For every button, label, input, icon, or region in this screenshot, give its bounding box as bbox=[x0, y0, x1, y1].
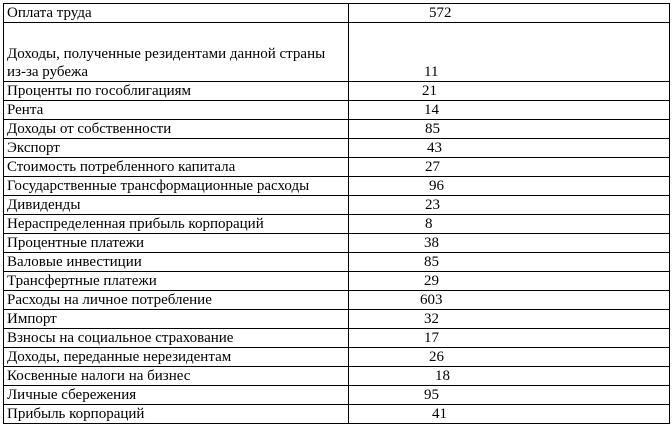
table-row bbox=[4, 23, 670, 64]
row-value: 26 bbox=[349, 348, 670, 367]
row-value: 23 bbox=[349, 196, 670, 215]
row-label: Процентные платежи bbox=[4, 234, 349, 253]
row-label: Личные сбережения bbox=[4, 386, 349, 405]
row-label: Доходы от собственности bbox=[4, 120, 349, 139]
row-label: Расходы на личное потребление bbox=[4, 291, 349, 310]
table-row bbox=[4, 348, 670, 367]
row-value: 29 bbox=[349, 272, 670, 291]
row-value: 11 bbox=[349, 63, 670, 82]
row-value: 41 bbox=[349, 405, 670, 424]
row-label: Импорт bbox=[4, 310, 349, 329]
row-value: 8 bbox=[349, 215, 670, 234]
table-row bbox=[4, 234, 670, 253]
row-label: Доходы, полученные резидентами данной страны bbox=[4, 23, 349, 64]
row-value: 572 bbox=[349, 4, 670, 23]
table-row bbox=[4, 405, 670, 424]
table-row bbox=[4, 367, 670, 386]
table-row bbox=[4, 329, 670, 348]
row-label: Стоимость потребленного капитала bbox=[4, 158, 349, 177]
row-value: 21 bbox=[349, 82, 670, 101]
row-value: 96 bbox=[349, 177, 670, 196]
table-row bbox=[4, 158, 670, 177]
row-value: 27 bbox=[349, 158, 670, 177]
table-row bbox=[4, 139, 670, 158]
row-value: 18 bbox=[349, 367, 670, 386]
row-value: 32 bbox=[349, 310, 670, 329]
row-label: из-за рубежа bbox=[4, 63, 349, 82]
table-row bbox=[4, 120, 670, 139]
table-row bbox=[4, 82, 670, 101]
row-label: Проценты по гособлигациям bbox=[4, 82, 349, 101]
row-value: 85 bbox=[349, 253, 670, 272]
table-row bbox=[4, 4, 670, 23]
row-value: 38 bbox=[349, 234, 670, 253]
row-value: 14 bbox=[349, 101, 670, 120]
row-label: Экспорт bbox=[4, 139, 349, 158]
row-value: 17 bbox=[349, 329, 670, 348]
row-label: Государственные трансформационные расходы bbox=[4, 177, 349, 196]
row-label: Валовые инвестиции bbox=[4, 253, 349, 272]
row-label: Нераспределенная прибыль корпораций bbox=[4, 215, 349, 234]
row-value: 603 bbox=[349, 291, 670, 310]
row-label: Рента bbox=[4, 101, 349, 120]
table-row bbox=[4, 386, 670, 405]
table-row bbox=[4, 215, 670, 234]
table-row bbox=[4, 310, 670, 329]
row-label: Трансфертные платежи bbox=[4, 272, 349, 291]
row-value bbox=[349, 23, 670, 64]
row-label: Прибыль корпораций bbox=[4, 405, 349, 424]
row-label: Оплата труда bbox=[4, 4, 349, 23]
row-value: 95 bbox=[349, 386, 670, 405]
table-row bbox=[4, 101, 670, 120]
table-row bbox=[4, 291, 670, 310]
row-label: Косвенные налоги на бизнес bbox=[4, 367, 349, 386]
table-row bbox=[4, 177, 670, 196]
indicators-table bbox=[3, 3, 670, 424]
row-value: 43 bbox=[349, 139, 670, 158]
table-row bbox=[4, 253, 670, 272]
table-row bbox=[4, 63, 670, 82]
table-row bbox=[4, 196, 670, 215]
row-value: 85 bbox=[349, 120, 670, 139]
row-label: Доходы, переданные нерезидентам bbox=[4, 348, 349, 367]
row-label: Взносы на социальное страхование bbox=[4, 329, 349, 348]
table-row bbox=[4, 272, 670, 291]
row-label: Дивиденды bbox=[4, 196, 349, 215]
